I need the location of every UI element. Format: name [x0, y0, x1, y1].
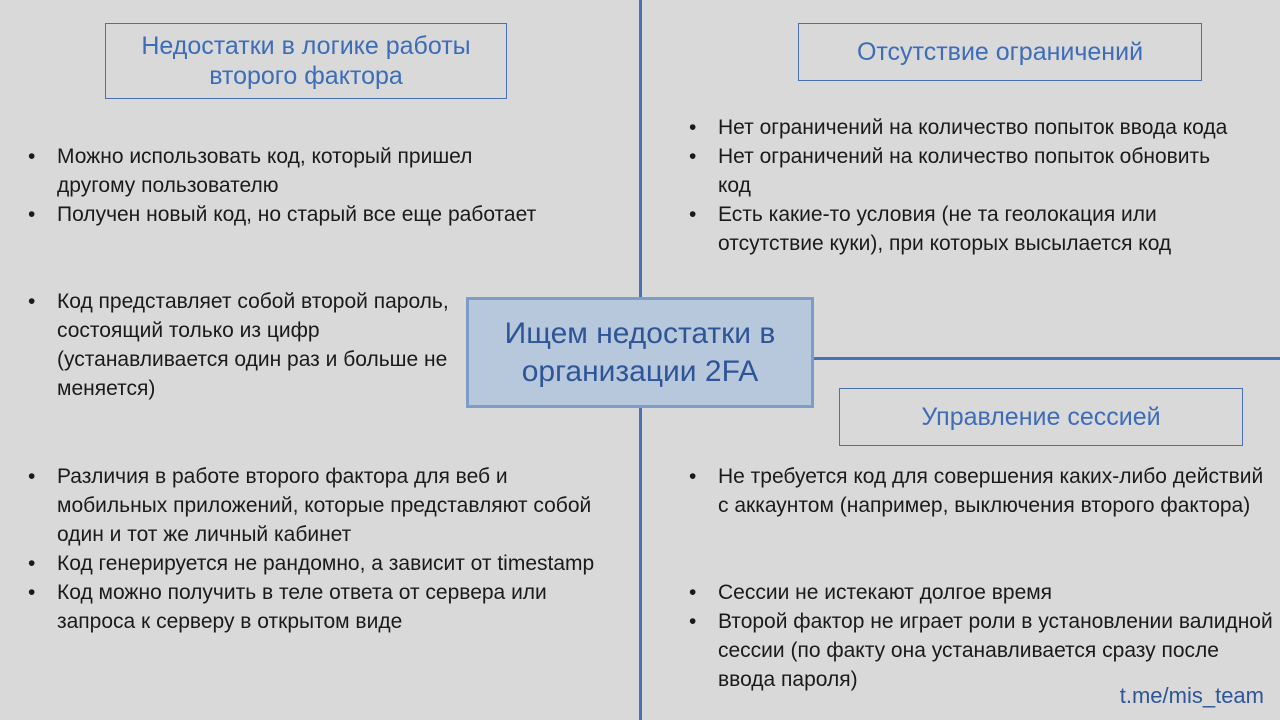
center-title-line2: организации 2FA: [521, 354, 759, 388]
footer-link[interactable]: t.me/mis_team: [1119, 683, 1264, 708]
list-item: • Код представляет собой второй пароль, состоящий только из цифр (устанавливается один раз и больше не меняется): [26, 287, 456, 403]
list-item: • Нет ограничений на количество попыток ввода кода: [687, 113, 1247, 142]
bottom-right-title: Управление сессией: [921, 403, 1161, 431]
horizontal-divider: [812, 357, 1280, 360]
list-item: • Не требуется код для совершения каких-либо действий с аккаунтом (например, выключения второго фактора): [687, 462, 1267, 520]
list-item: • Второй фактор не играет роли в установлении валидной сессии (по факту она устанавливается сразу после ввода пароля): [687, 607, 1277, 694]
top-left-title-box: [105, 23, 507, 99]
bottom-right-list: [687, 462, 1267, 520]
list-item: • Код генерируется не рандомно, а зависит от timestamp: [26, 549, 606, 578]
list-item: • Можно использовать код, который пришел другому пользователю: [26, 142, 556, 200]
top-right-title-box: [798, 23, 1202, 81]
top-left-title-line1: Недостатки в логике работы: [141, 32, 471, 60]
top-left-list-2: [26, 287, 456, 403]
top-right-list: [687, 113, 1247, 258]
list-item: • Различия в работе второго фактора для веб и мобильных приложений, которые представляют собой один и тот же личный кабинет: [26, 462, 606, 549]
list-item: • Есть какие-то условия (не та геолокация или отсутствие куки), при которых высылается код: [687, 200, 1247, 258]
center-topic-box: [466, 297, 814, 408]
list-item: • Код можно получить в теле ответа от сервера или запроса к серверу в открытом виде: [26, 578, 606, 636]
bottom-left-list: [26, 462, 606, 636]
list-item: • Получен новый код, но старый все еще работает: [26, 200, 556, 229]
center-title-line1: Ищем недостатки в: [504, 316, 776, 350]
top-right-title: Отсутствие ограничений: [856, 38, 1144, 66]
list-item: • Нет ограничений на количество попыток обновить код: [687, 142, 1247, 200]
top-left-list: [26, 142, 556, 229]
list-item: • Сессии не истекают долгое время: [687, 578, 1277, 607]
bottom-right-list-2: [687, 578, 1277, 694]
top-left-title-line2: второго фактора: [209, 62, 403, 90]
bottom-right-title-box: [839, 388, 1243, 446]
